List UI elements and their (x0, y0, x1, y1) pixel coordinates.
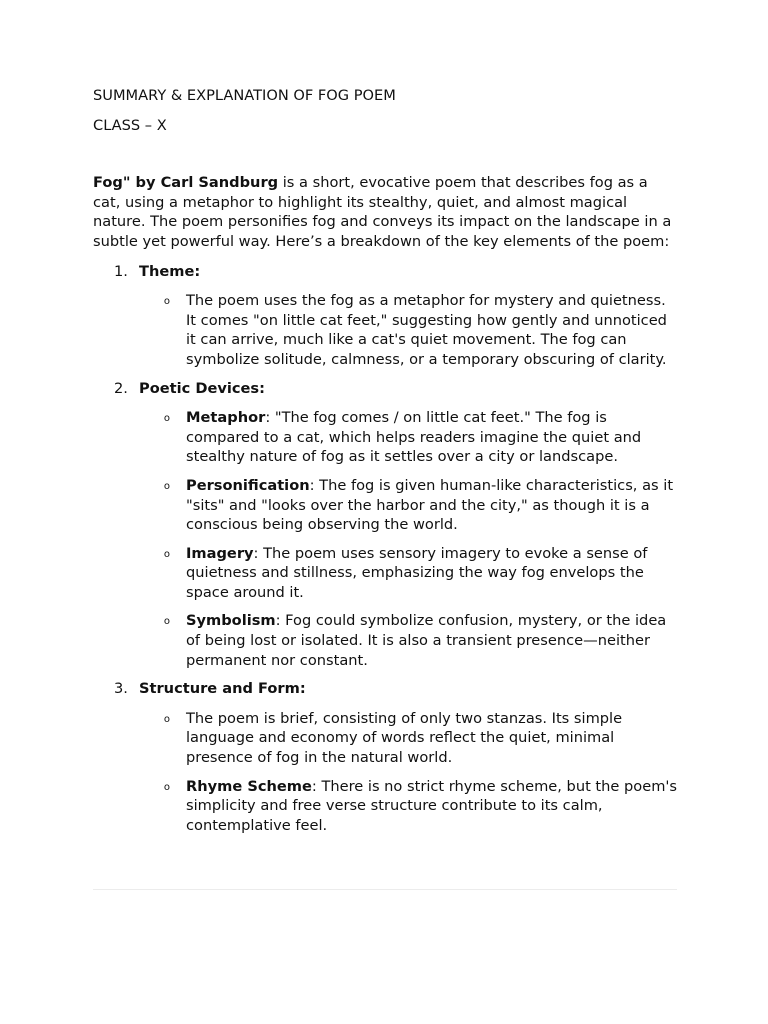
bullet-icon: o (163, 781, 170, 793)
section-heading (93, 379, 679, 399)
section-heading (93, 262, 679, 282)
list-item (93, 709, 679, 768)
point-text (186, 291, 679, 369)
bullet-icon: o (163, 713, 170, 725)
bullet-icon: o (163, 548, 170, 560)
section-theme (93, 262, 679, 370)
intro-text: is a short, evocative poem that describes fog as a cat, using a metaphor to highlight its stealthy, quiet, and almost magical nature. The poem personifies fog and conveys its impact on the landscape in a subtle yet powerful way. Here’s a breakdown of the key elements of the poem: (93, 174, 672, 250)
points-list (93, 291, 679, 369)
bullet-icon: o (163, 480, 170, 492)
list-item (93, 777, 679, 836)
class-label: CLASS – X (93, 116, 167, 134)
point-text (186, 544, 679, 603)
point-description: The poem is brief, consisting of only two stanzas. Its simple language and economy of words reflect the quiet, minimal presence of fog in the natural world. (186, 709, 623, 767)
section-poetic-devices (93, 379, 679, 671)
list-item (93, 291, 679, 369)
section-title: Theme: (139, 262, 201, 280)
point-description: : The fog is given human-like characteristics, as it "sits" and "looks over the harbor and the city," as though it is a conscious being observing the world. (186, 476, 674, 534)
bullet-icon: o (163, 296, 170, 308)
points-list (93, 709, 679, 836)
list-item (93, 611, 679, 670)
point-description: The poem uses the fog as a metaphor for mystery and quietness. It comes "on little cat feet," suggesting how gently and unnoticed it can arrive, much like a cat's quiet movement. The fog can symbolize solitude, calmness, or a temporary obscuring of clarity. (186, 292, 667, 368)
bullet-icon: o (163, 413, 170, 425)
point-term: Symbolism (186, 612, 276, 630)
section-heading (93, 679, 679, 699)
point-term: Metaphor (186, 409, 266, 427)
section-structure-form (93, 679, 679, 835)
section-title: Poetic Devices: (139, 379, 265, 397)
point-term: Rhyme Scheme (186, 777, 312, 795)
point-description: : The poem uses sensory imagery to evoke a sense of quietness and stillness, emphasizing the way fog envelops the space around it. (186, 544, 648, 601)
point-term: Imagery (186, 544, 254, 562)
list-item (93, 408, 679, 467)
list-item (93, 544, 679, 603)
intro-paragraph (93, 173, 679, 251)
point-text (186, 476, 679, 535)
sections-list (93, 262, 679, 836)
point-text (186, 709, 679, 768)
section-number: 2. (114, 379, 128, 397)
section-number: 3. (114, 680, 128, 698)
point-text (186, 611, 679, 670)
section-title: Structure and Form: (139, 680, 306, 698)
bullet-icon: o (163, 616, 170, 628)
point-text (186, 777, 679, 836)
point-description: : Fog could symbolize confusion, mystery, or the idea of being lost or isolated. It is also a transient presence—neither permanent nor constant. (186, 612, 667, 669)
document-page (93, 86, 679, 844)
section-number: 1. (114, 262, 128, 280)
point-term: Personification (186, 476, 310, 494)
document-title: SUMMARY & EXPLANATION OF FOG POEM (93, 87, 396, 104)
point-description: : "The fog comes / on little cat feet." The fog is compared to a cat, which helps readers imagine the quiet and stealthy nature of fog as it settles over a city or landscape. (186, 409, 642, 466)
page-bottom-divider (93, 889, 677, 890)
list-item (93, 476, 679, 535)
point-text (186, 408, 679, 467)
point-description: : There is no strict rhyme scheme, but the poem's simplicity and free verse structure contribute to its calm, contemplative feel. (186, 777, 678, 834)
points-list (93, 408, 679, 670)
intro-bold-title: Fog" by Carl Sandburg (93, 174, 279, 192)
